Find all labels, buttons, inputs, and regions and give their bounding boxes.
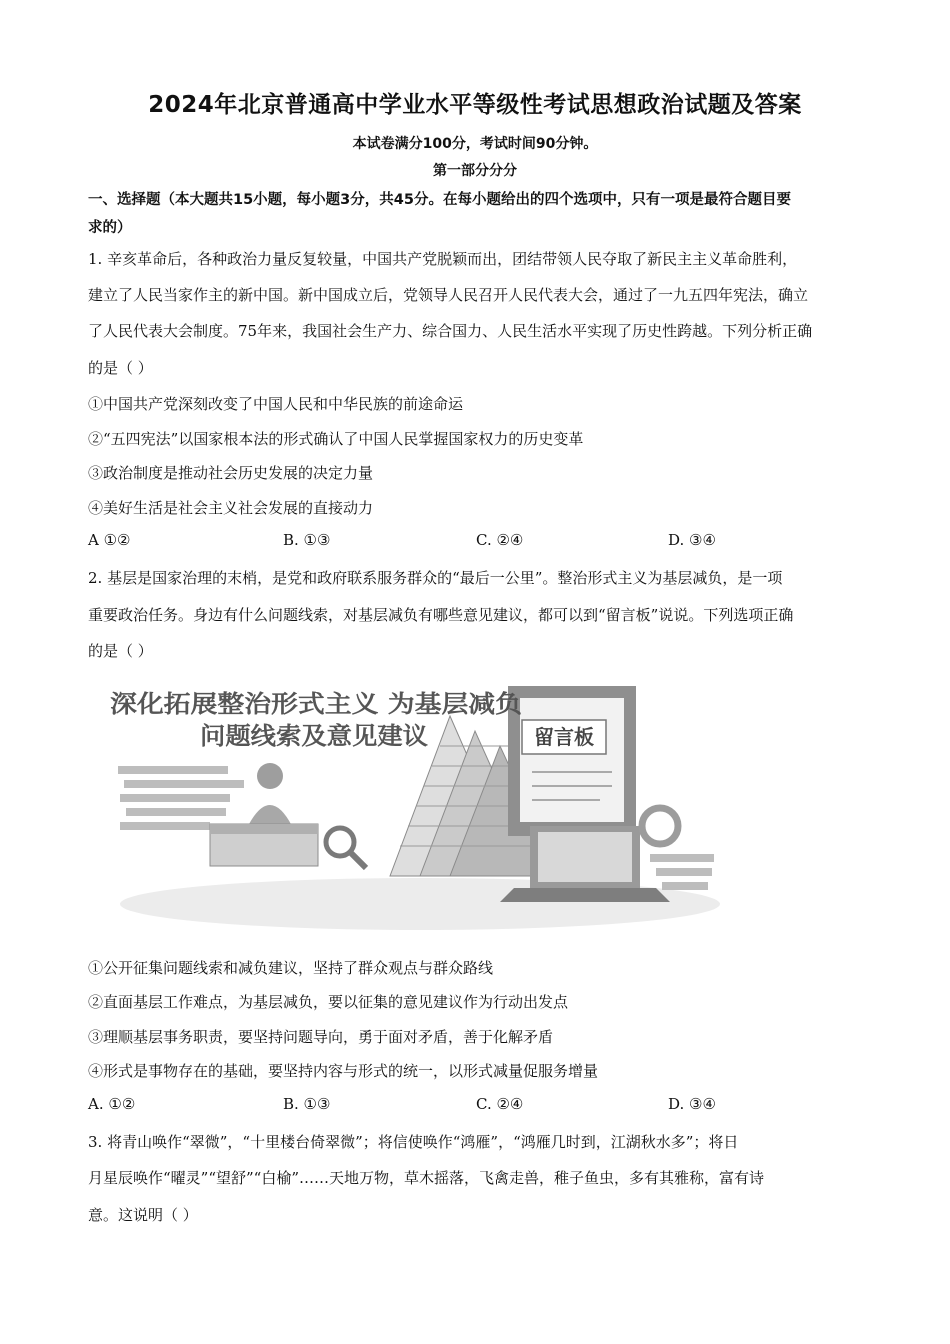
section-heading: 一、选择题（本大题共15小题，每小题3分，共45分。在每小题给出的四个选项中，只有一项是最符合题目要 [88,192,791,208]
board-label: 留言板 [534,725,594,749]
q2-statement: ③理顺基层事务职责，要坚持问题导向，勇于面对矛盾，善于化解矛盾 [88,1028,554,1046]
sphere-figure [257,763,283,789]
q1-option-b[interactable]: B. ①③ [283,531,331,549]
q1-stem-line: 建立了人民当家作主的新中国。新中国成立后，党领导人民召开人民代表大会，通过了一九五四年宪法，确立 [88,286,809,304]
q1-statement: ②“五四宪法”以国家根本法的形式确认了中国人民掌握国家权力的历史变革 [88,430,584,448]
exam-info: 本试卷满分100分，考试时间90分钟。 [352,136,598,152]
q2-statement: ②直面基层工作难点，为基层减负，要以征集的意见建议作为行动出发点 [88,993,569,1011]
q3-stem-line: 意。这说明（ ） [88,1206,198,1224]
q2-statement: ④形式是事物存在的基础，要坚持内容与形式的统一，以形式减量促服务增量 [88,1062,599,1080]
q2-stem-line: 2. 基层是国家治理的末梢，是党和政府联系服务群众的“最后一公里”。整治形式主义为基层减负，是一项 [88,569,783,587]
q1-option-c[interactable]: C. ②④ [476,531,524,549]
q2-option-b[interactable]: B. ①③ [283,1095,331,1113]
q2-option-d[interactable]: D. ③④ [668,1095,716,1113]
q1-stem-line: 的是（ ） [88,359,153,377]
q1-stem-line: 1. 辛亥革命后，各种政治力量反复较量，中国共产党脱颖而出，团结带领人民夺取了新民主主义革命胜利， [88,250,798,268]
figure-subheading: 问题线索及意见建议 [200,722,428,750]
q2-option-c[interactable]: C. ②④ [476,1095,524,1113]
exam-title: 2024年北京普通高中学业水平等级性考试思想政治试题及答案 [148,92,802,118]
q1-option-a[interactable]: A ①② [88,531,131,549]
q2-stem-line: 的是（ ） [88,642,153,660]
message-board-illustration [90,676,730,936]
q1-stem-line: 了人民代表大会制度。75年来，我国社会生产力、综合国力、人民生活水平实现了历史性跨越。下列分析正确 [88,322,813,340]
figure-heading: 深化拓展整治形式主义 为基层减负 [110,690,522,718]
q1-statement: ①中国共产党深刻改变了中国人民和中华民族的前途命运 [88,395,464,413]
q1-statement: ④美好生活是社会主义社会发展的直接动力 [88,499,374,517]
q2-statement: ①公开征集问题线索和减负建议，坚持了群众观点与群众路线 [88,959,494,977]
part-heading: 第一部分分分 [433,163,517,179]
q3-stem-line: 3. 将青山唤作“翠微”，“十里楼台倚翠微”；将信使唤作“鸿雁”，“鸿雁几时到，江湖秋水多”；将日 [88,1133,739,1151]
q1-option-d[interactable]: D. ③④ [668,531,716,549]
q1-statement: ③政治制度是推动社会历史发展的决定力量 [88,464,374,482]
section-heading-cont: 求的） [88,220,132,236]
q2-option-a[interactable]: A. ①② [88,1095,136,1113]
q2-stem-line: 重要政治任务。身边有什么问题线索，对基层减负有哪些意见建议，都可以到“留言板”说说。下列选项正确 [88,606,794,624]
q3-stem-line: 月星辰唤作“曜灵”“望舒”“白榆”……天地万物，草木摇落，飞禽走兽，稚子鱼虫，多有其雅称，富有诗 [88,1169,765,1187]
